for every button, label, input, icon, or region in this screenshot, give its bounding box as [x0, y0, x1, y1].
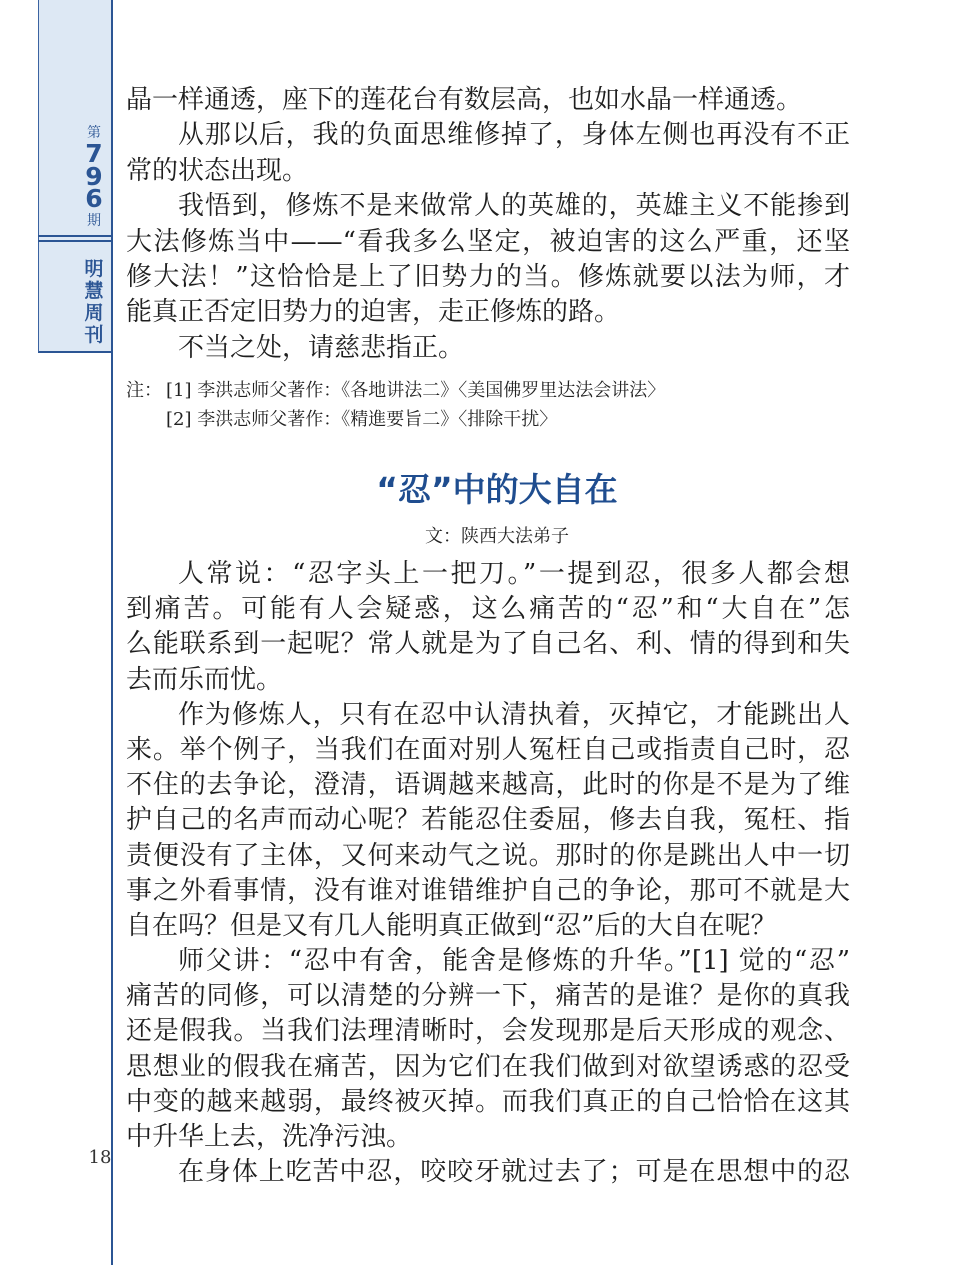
footnote-text: [1] 李洪志师父著作：《各地讲法二》〈美国佛罗里达法会讲法〉 [166, 380, 666, 401]
text-line: 从那以后，我的负面思维修掉了，身体左侧也再没有不正 [178, 120, 850, 151]
prev-article-body [126, 83, 850, 366]
text-line: 人常说：“忍字头上一把刀。”一提到忍，很多人都会想 [178, 559, 850, 589]
footnotes [126, 376, 850, 434]
text-line: 不当之处，请慈悲指正。 [178, 332, 465, 363]
text-line: 大法修炼当中——“看我多么坚定，被迫害的这么严重，还坚 [126, 226, 850, 257]
text-line: 晶一样通透，座下的莲花台有数层高，也如水晶一样通透。 [126, 85, 803, 115]
text-line: 修大法！”这恰恰是上了旧势力的当。修炼就要以法为师，才 [126, 261, 850, 292]
text-line: 到痛苦。可能有人会疑惑，这么痛苦的“忍”和“大自在”怎 [126, 594, 850, 625]
text-line: 作为修炼人，只有在忍中认清执着，灭掉它，才能跳出人 [178, 699, 850, 730]
publication-char: 周 [84, 302, 104, 324]
publication-char: 刊 [84, 324, 104, 346]
footnote [126, 405, 850, 434]
text-line: 我悟到，修炼不是来做常人的英雄的，英雄主义不能掺到 [178, 191, 850, 222]
text-line: 在身体上吃苦中忍，咬咬牙就过去了；可是在思想中的忍 [178, 1157, 850, 1188]
text-line: 思想业的假我在痛苦，因为它们在我们做到对欲望诱惑的忍受 [126, 1051, 850, 1082]
text-line: 责便没有了主体，又何来动气之说。那时的你是跳出人中一切 [126, 840, 850, 871]
publication-char: 慧 [84, 280, 104, 302]
footnote [126, 376, 850, 405]
text-line: 痛苦的同修，可以清楚的分辨一下，痛苦的是谁？是你的真我 [126, 981, 850, 1012]
text-line: 还是假我。当我们法理清晰时，会发现那是后天形成的观念、 [126, 1016, 850, 1047]
article-body [126, 557, 850, 1190]
text-line: 不住的去争论，澄清，语调越来越高，此时的你是不是为了维 [126, 770, 850, 801]
text-line: 么能联系到一起呢？常人就是为了自己名、利、情的得到和失 [126, 629, 850, 660]
issue-prefix: 第 [87, 125, 101, 141]
text-line: 中变的越来越弱，最终被灭掉。而我们真正的自己恰恰在这其 [126, 1086, 850, 1117]
issue-number [76, 123, 112, 231]
text-line: 中升华上去，洗净污浊。 [126, 1122, 413, 1152]
footnote-text: [2] 李洪志师父著作：《精進要旨二》〈排除干扰〉 [166, 409, 558, 430]
footnote-label: 注： [126, 380, 162, 401]
issue-digit: 7 [85, 139, 103, 168]
text-line: 常的状态出现。 [126, 155, 309, 186]
text-line: 自在吗？但是又有几人能明真正做到“忍”后的大自在呢？ [126, 910, 777, 941]
text-line: 能真正否定旧势力的迫害，走正修炼的路。 [126, 297, 621, 328]
text-line: 师父讲：“忍中有舍，能舍是修炼的升华。”[1] 觉的“忍” [178, 946, 850, 977]
article-byline: 文：陕西大法弟子 [425, 526, 569, 547]
issue-suffix: 期 [87, 212, 101, 229]
issue-digit: 9 [85, 161, 103, 191]
issue-digit: 6 [85, 184, 103, 213]
text-line: 护自己的名声而动心呢？若能忍住委屈，修去自我，冤枉、指 [126, 805, 850, 836]
article-title: “忍”中的大自在 [376, 470, 618, 509]
page-number: 18 [88, 1147, 112, 1168]
sidebar-double-divider [38, 235, 112, 242]
publication-char: 明 [84, 258, 104, 280]
text-line: 事之外看事情，没有谁对谁错维护自己的争论，那可不就是大 [126, 875, 850, 906]
text-line: 来。举个例子，当我们在面对别人冤枉自己或指责自己时，忍 [126, 734, 850, 765]
text-line: 去而乐而忧。 [126, 664, 283, 695]
publication-name [76, 258, 112, 346]
